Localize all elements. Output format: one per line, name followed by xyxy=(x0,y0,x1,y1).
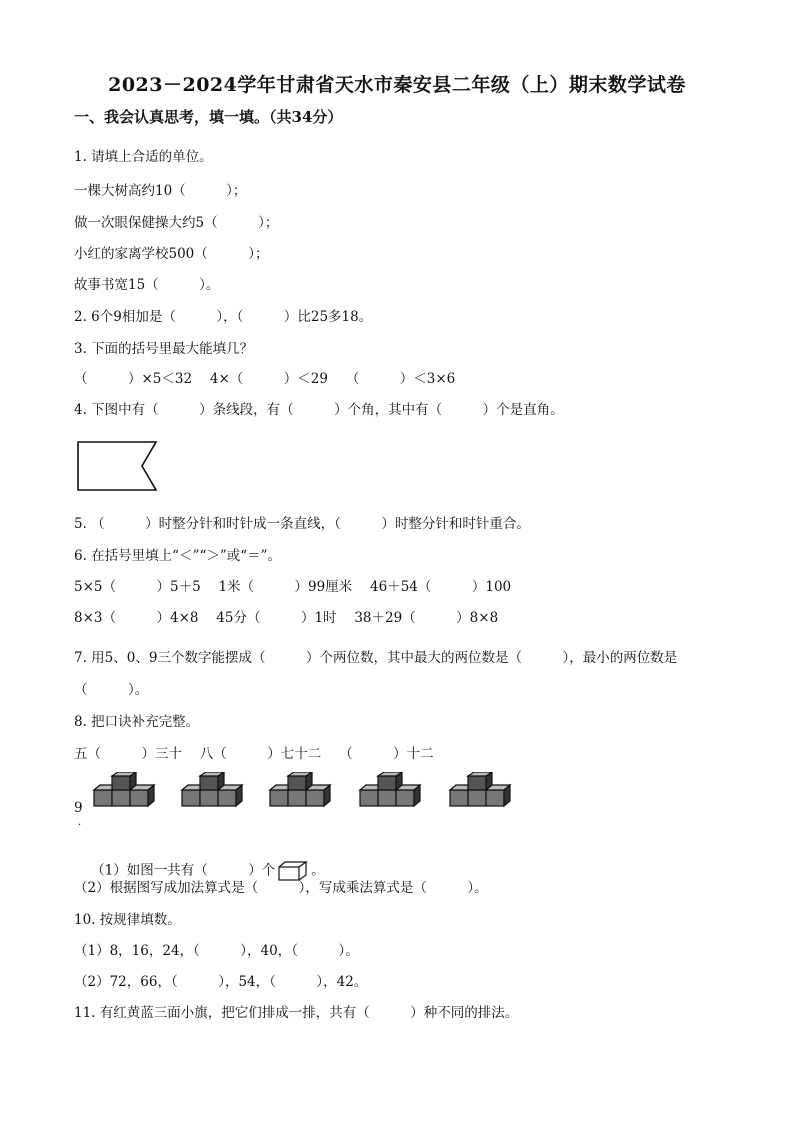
q10-part-1: （1）8，16，24，（ ），40，（ ）。 xyxy=(74,943,359,959)
q7-text: 7. 用5、0、9三个数字能摆成（ ）个两位数，其中最大的两位数是（ ），最小的两位数是 xyxy=(74,650,678,666)
single-cube-icon xyxy=(278,861,308,881)
q2-text: 2. 6个9相加是（ ），（ ）比25多18。 xyxy=(74,309,373,325)
q6-prompt: 6. 在括号里填上“＜”“＞”或“＝”。 xyxy=(74,548,282,564)
q8-prompt: 8. 把口诀补充完整。 xyxy=(74,714,200,730)
q10-part-2: （2）72，66，（ ），54，（ ），42。 xyxy=(74,974,368,990)
q9-part-1-suffix: 。 xyxy=(311,862,325,879)
q7-text-cont: （ ）。 xyxy=(74,682,149,698)
cube-group-4 xyxy=(358,772,424,810)
q9-number: 9 xyxy=(74,800,83,816)
q1-item-book-width: 故事书宽15（ ）。 xyxy=(74,277,220,293)
q4-text: 4. 下图中有（ ）条线段，有（ ）个角，其中有（ ）个是直角。 xyxy=(74,402,564,418)
q3-prompt: 3. 下面的括号里最大能填几？ xyxy=(74,341,254,357)
q1-prompt: 1. 请填上合适的单位。 xyxy=(74,149,213,165)
cube-group-5 xyxy=(448,772,514,810)
cube-group-3 xyxy=(268,772,334,810)
q1-item-tree: 一棵大树高约10（ ）； xyxy=(74,183,247,199)
q11-text: 11. 有红黄蓝三面小旗，把它们排成一排，共有（ ）种不同的排法。 xyxy=(74,1005,519,1021)
flag-shape-figure xyxy=(76,438,162,494)
q9-part-1-text: （1）如图一共有（ ）个 xyxy=(91,862,276,879)
q1-item-eye-exercise: 做一次眼保健操大约5（ ）； xyxy=(74,215,279,231)
section-1-heading: 一、我会认真思考，填一填。（共34分） xyxy=(74,108,343,126)
q6-row-1: 5×5（ ）5＋5 1米（ ）99厘米 46＋54（ ）100 xyxy=(74,579,512,595)
q8-items: 五（ ）三十 八（ ）七十二 （ ）十二 xyxy=(74,746,434,762)
q9-part-2: （2）根据图写成加法算式是（ ），写成乘法算式是（ ）。 xyxy=(74,880,488,896)
q6-row-2: 8×3（ ）4×8 45分（ ）1时 38＋29（ ）8×8 xyxy=(74,610,499,626)
exam-title: 2023－2024学年甘肃省天水市秦安县二年级（上）期末数学试卷 xyxy=(108,74,686,96)
q3-items: （ ）×5＜32 4×（ ）＜29 （ ）＜3×6 xyxy=(74,371,456,387)
q1-item-school-distance: 小红的家离学校500（ ）； xyxy=(74,246,269,262)
cube-group-1 xyxy=(92,772,158,810)
q5-text: 5. （ ）时整分针和时针成一条直线，（ ）时整分针和时针重合。 xyxy=(74,516,530,532)
q10-prompt: 10. 按规律填数。 xyxy=(74,912,181,928)
q9-mark: · xyxy=(78,820,82,831)
cube-group-2 xyxy=(180,772,246,810)
